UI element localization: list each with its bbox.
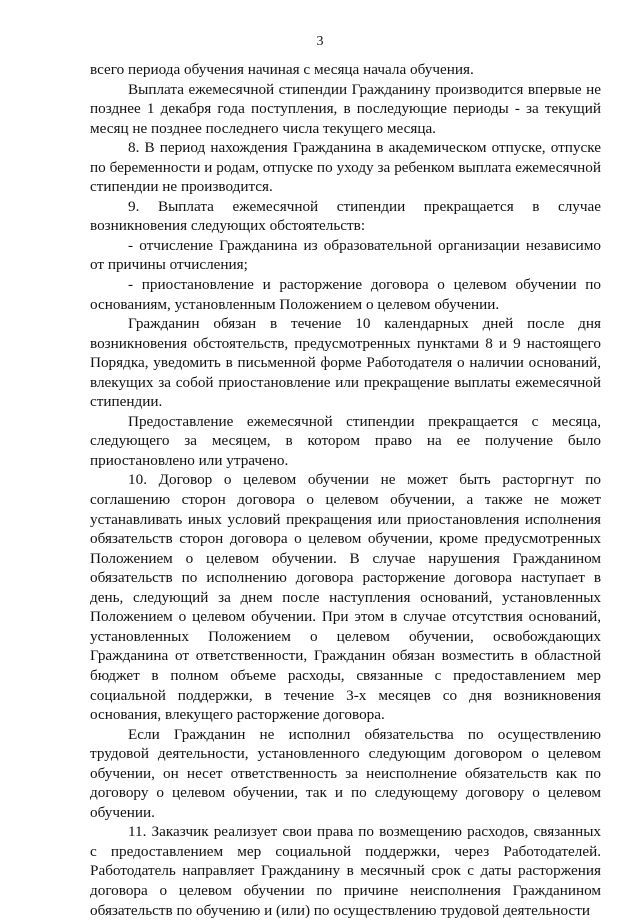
paragraph-notification-duty: Гражданин обязан в течение 10 календарных дней после дня возникновения обстоятельств, предусмотренных пунктами 8 и 9 настоящего Порядка, уведомить в письменной форме Работодателя о наличии оснований, влекущих за собой приостановление или прекращение выплаты ежемесячной стипендии.	[90, 315, 601, 411]
list-item-expulsion: - отчисление Гражданина из образовательной организации независимо от причины отчисления;	[90, 236, 601, 274]
paragraph-item-9: 9. Выплата ежемесячной стипендии прекращается в случае возникновения следующих обстоятельств:	[90, 197, 601, 235]
page-number: 3	[316, 34, 324, 49]
paragraph-stipend-termination: Предоставление ежемесячной стипендии прекращается с месяца, следующего за месяцем, в котором право на ее получение было приостановлено или утрачено.	[90, 412, 601, 469]
paragraph-stipend-payment: Выплата ежемесячной стипендии Гражданину производится впервые не позднее 1 декабря года поступления, в последующие периоды - за текущий месяц не позднее последнего числа текущего месяца.	[90, 80, 601, 137]
paragraph-item-10: 10. Договор о целевом обучении не может быть расторгнут по соглашению сторон договора о целевом обучении, а также не может устанавливать иных условий прекращения или приостановления исполнения обязательств сторон договора о целевом обучении, кроме предусмотренных Положением о целевом обучении. В случае нарушения Гражданином обязательств по исполнению договора расторжение договора наступает в день, следующий за днем после наступления оснований, установленных Положением о целевом обучении. При этом в случае отсутствия оснований, установленных Положением о целевом обучении, освобождающих Гражданина от ответственности, Гражданин обязан возместить в областной бюджет в полном объеме расходы, связанные с предоставлением мер социальной поддержки, в течение 3-х месяцев со дня возникновения основания, влекущего расторжение договора.	[90, 471, 601, 724]
paragraph-continuation: всего периода обучения начиная с месяца начала обучения.	[90, 61, 474, 78]
document-body	[90, 60, 601, 920]
paragraph-liability: Если Гражданин не исполнил обязательства по осуществлению трудовой деятельности, установленного следующим договором о целевом обучении, он несет ответственность за неисполнение обязательств как по договору о целевом обучении, так и по следующему договору о целевом обучении.	[90, 725, 601, 821]
paragraph-item-8: 8. В период нахождения Гражданина в академическом отпуске, отпуске по беременности и родам, отпуске по уходу за ребенком выплата ежемесячной стипендии не производится.	[90, 139, 601, 196]
list-item-suspension: - приостановление и расторжение договора о целевом обучении по основаниям, установленным Положением о целевом обучении.	[90, 276, 601, 313]
paragraph-item-11: 11. Заказчик реализует свои права по возмещению расходов, связанных с предоставлением мер социальной поддержки, через Работодателей. Работодатель направляет Гражданину в месячный срок с даты расторжения договора о целевом обучении по причине неисполнения Гражданином обязательств по обучению и (или) по осуществлению трудовой деятельности	[90, 823, 601, 919]
